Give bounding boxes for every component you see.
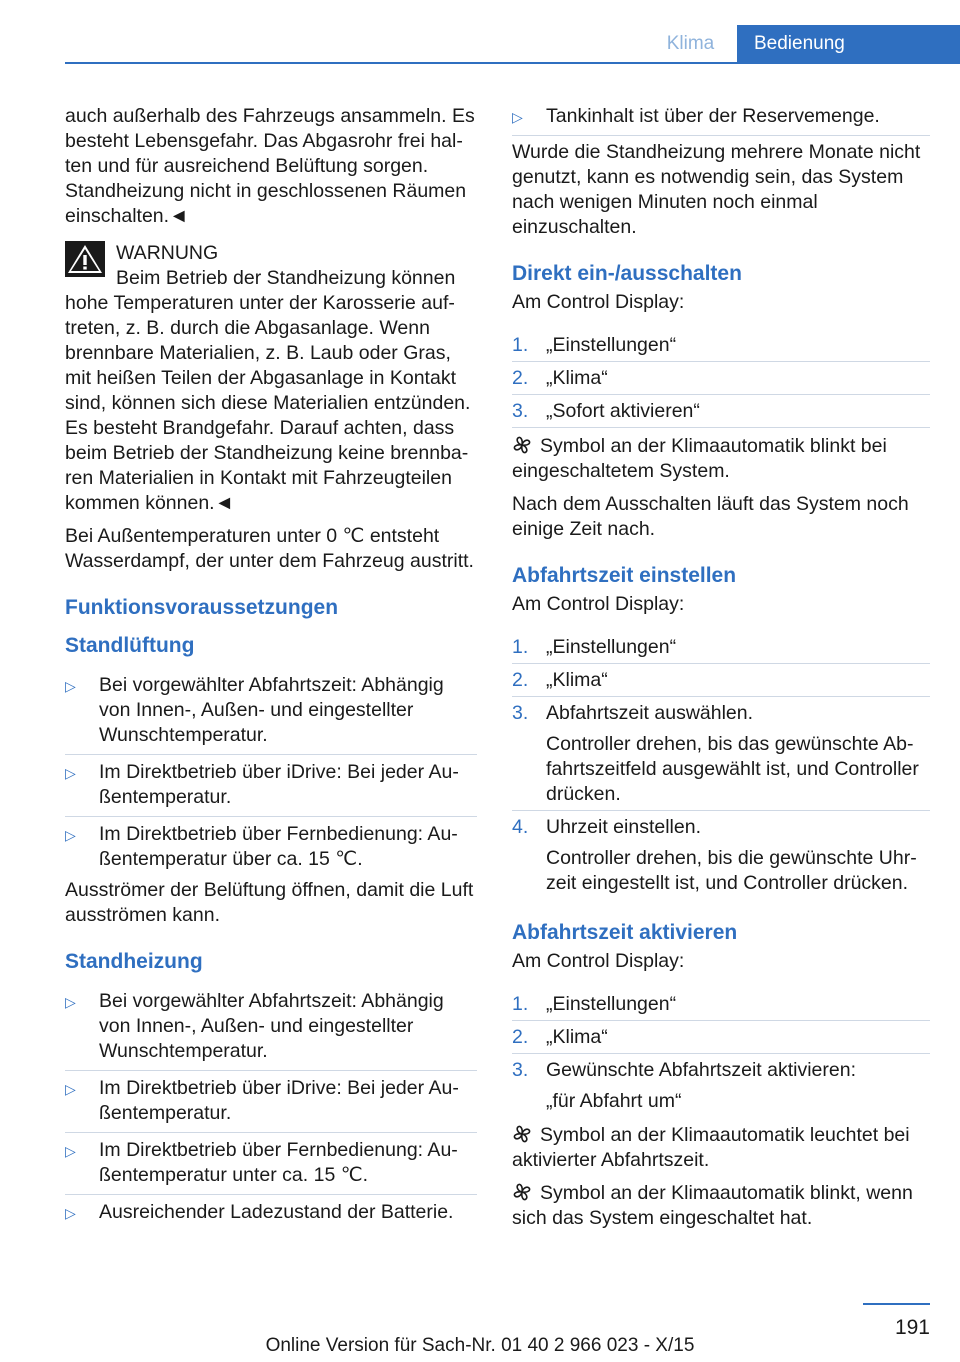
- heading-aktivieren: Abfahrtszeit aktivieren: [512, 921, 738, 944]
- aktivieren-symbol-note-1: Symbol an der Klimaautomatik leuchtet bei aktivierter Abfahrtszeit.: [512, 1124, 910, 1171]
- fan-icon: [512, 435, 532, 455]
- list-item: 2. „Klima“: [512, 362, 930, 395]
- list-item: 2. „Klima“: [512, 1021, 930, 1054]
- list-item: ▷ Bei vorgewählter Abfahrtszeit: Abhängig von Innen-, Außen- und eingestellter Wunschtemperatur.: [65, 668, 477, 755]
- right-column: [512, 104, 930, 1239]
- list-item: 1. „Einstellungen“: [512, 988, 930, 1021]
- aktivieren-symbol-note-2: Symbol an der Klimaautomatik blinkt, wenn sich das System eingeschaltet hat.: [512, 1182, 913, 1229]
- triangle-bullet-icon: ▷: [65, 1205, 76, 1221]
- heading-direkt: Direkt ein-/ausschalten: [512, 262, 742, 285]
- list-item: 2. „Klima“: [512, 664, 930, 697]
- temp-paragraph: Bei Außentemperaturen unter 0 ℃ entsteht Wasserdampf, der unter dem Fahrzeug austritt.: [65, 525, 474, 572]
- aktivieren-intro: Am Control Display:: [512, 950, 685, 972]
- standheizung-list: [65, 984, 477, 1231]
- list-item: 1. „Einstellungen“: [512, 631, 930, 664]
- months-paragraph: Wurde die Standheizung mehrere Monate nicht genutzt, kann es notwendig sein, das System nach wenigen Minuten noch einmal einzuschalten.: [512, 141, 921, 238]
- list-item: 1. „Einstellungen“: [512, 329, 930, 362]
- heading-standheizung: Standheizung: [65, 950, 203, 973]
- fan-icon: [512, 1124, 532, 1144]
- direkt-intro: Am Control Display:: [512, 291, 685, 313]
- list-item: ▷ Im Direktbetrieb über iDrive: Bei jeder Außentemperatur.: [65, 1071, 477, 1133]
- list-item: ▷ Im Direktbetrieb über Fernbedienung: Außentemperatur unter ca. 15 ℃.: [65, 1133, 477, 1195]
- footer-text: Online Version für Sach-Nr. 01 40 2 966 023 - X/15: [265, 1335, 695, 1356]
- warning-body: hohe Temperaturen unter der Karosserie auftreten, z. B. durch die Abgasanlage. Wenn brennbare Materialien, z. B. Laub oder Gras, mit heißen Teilen der Abgasanlage in Kontakt sind, können sich diese Materialien entzünden. Es besteht Brandgefahr. Darauf achten, dass beim Betrieb der Standheizung keine brennbaren Materialien in Kontakt mit Fahrzeugteilen kommen können.◄: [65, 292, 471, 514]
- triangle-bullet-icon: ▷: [512, 109, 523, 125]
- list-item: ▷ Ausreichender Ladezustand der Batterie.: [65, 1201, 454, 1223]
- left-column: [65, 104, 477, 1231]
- list-item: ▷ Tankinhalt ist über der Reservemenge.: [512, 104, 930, 136]
- direkt-after: Nach dem Ausschalten läuft das System noch einige Zeit nach.: [512, 493, 909, 540]
- triangle-bullet-icon: ▷: [65, 1143, 76, 1159]
- intro-paragraph: auch außerhalb des Fahrzeugs ansammeln. Es besteht Lebensgefahr. Das Abgasrohr frei halten und für ausreichend Belüftung sorgen. Standheizung nicht in geschlossenen Räumen einschalten.◄: [65, 105, 475, 227]
- warning-block: [65, 241, 477, 516]
- fan-icon: [512, 1182, 532, 1202]
- header-tab-bedienung: Bedienung: [737, 25, 960, 62]
- list-item: 3. Abfahrtszeit auswählen. Controller drehen, bis das gewünschte Abfahrtszeitfeld ausgewählt ist, und Controller drücken.: [512, 697, 930, 811]
- list-item: 3. „Sofort aktivieren“: [512, 395, 930, 428]
- einstellen-intro: Am Control Display:: [512, 593, 685, 615]
- heading-standlueftung: Standlüftung: [65, 634, 195, 657]
- header-rule: [65, 62, 960, 64]
- triangle-bullet-icon: ▷: [65, 1081, 76, 1097]
- list-item: 4. Uhrzeit einstellen. Controller drehen, bis die gewünschte Uhrzeit eingestellt ist, und Controller drücken.: [512, 816, 917, 894]
- list-item: ▷ Im Direktbetrieb über Fernbedienung: Außentemperatur über ca. 15 ℃.: [65, 823, 458, 870]
- standlueftung-list: [65, 668, 477, 878]
- direkt-symbol-note: Symbol an der Klimaautomatik blinkt bei eingeschaltetem System.: [512, 435, 887, 482]
- list-item: ▷ Im Direktbetrieb über iDrive: Bei jeder Außentemperatur.: [65, 755, 477, 817]
- page-number: 191: [894, 1316, 930, 1339]
- direkt-steps: [512, 329, 930, 428]
- header-tab-klima: Klima: [666, 33, 715, 54]
- warning-title: WARNUNG: [116, 242, 219, 264]
- warning-first-line: Beim Betrieb der Standheizung können: [116, 267, 456, 289]
- continued-list: [512, 104, 930, 136]
- heading-einstellen: Abfahrtszeit einstellen: [512, 564, 737, 587]
- list-item: 3. Gewünschte Abfahrtszeit aktivieren: „für Abfahrt um“: [512, 1059, 856, 1112]
- list-item: ▷ Bei vorgewählter Abfahrtszeit: Abhängig von Innen-, Außen- und eingestellter Wunschtemperatur.: [65, 984, 477, 1071]
- footer-rule: [863, 1303, 930, 1305]
- warning-triangle-icon: [65, 241, 105, 277]
- triangle-bullet-icon: ▷: [65, 994, 76, 1010]
- triangle-bullet-icon: ▷: [65, 678, 76, 694]
- standlueftung-after: Ausströmer der Belüftung öffnen, damit die Luft ausströmen kann.: [65, 879, 474, 926]
- aktivieren-steps: [512, 988, 930, 1117]
- einstellen-steps: [512, 631, 930, 899]
- section-heading-funktionsvoraussetzungen: Funktionsvoraussetzungen: [65, 596, 339, 619]
- triangle-bullet-icon: ▷: [65, 827, 76, 843]
- triangle-bullet-icon: ▷: [65, 765, 76, 781]
